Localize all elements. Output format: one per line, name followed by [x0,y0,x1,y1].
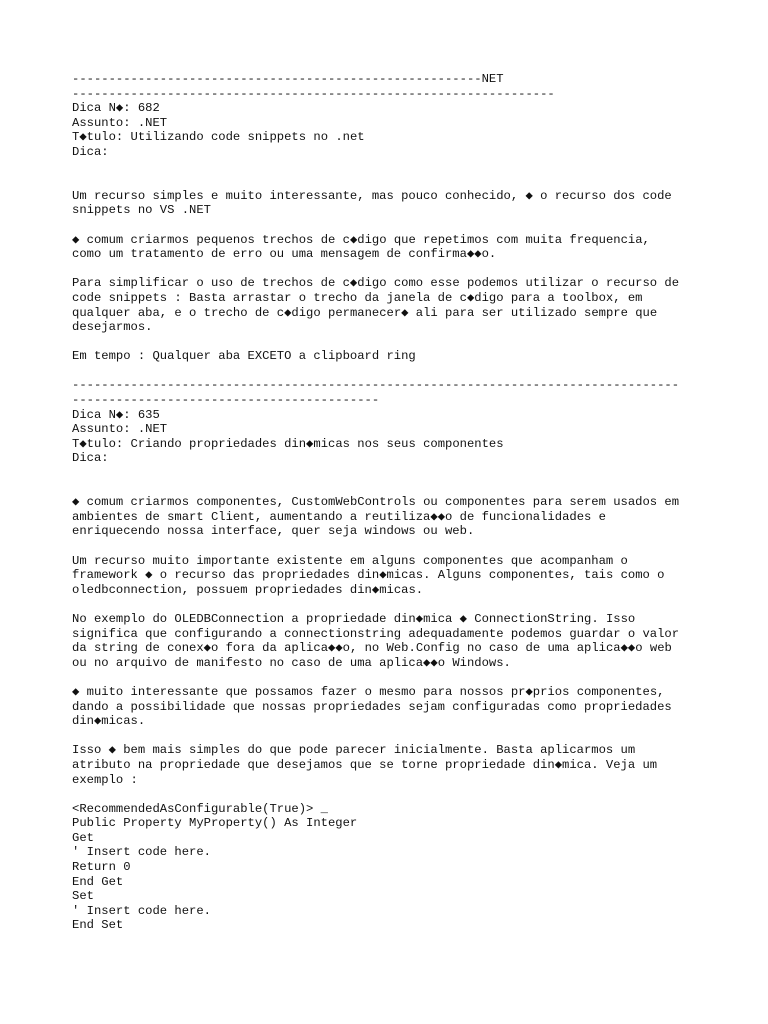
paragraph: Isso ◆ bem mais simples do que pode parecer inicialmente. Basta aplicarmos um atributo na propriedade que desejamos que se torne propriedade din◆mica. Veja um exemplo : [72,743,658,787]
paragraph: Um recurso simples e muito interessante, mas pouco conhecido, ◆ o recurso dos code snippets no VS .NET [72,188,672,218]
tip-number: Dica N◆: 635 [72,407,160,422]
code-example [72,802,708,933]
tip-number: Dica N◆: 682 [72,101,160,116]
tip-subject: Assunto: .NET [72,115,168,130]
code-line: <RecommendedAsConfigurable(True)> _ [72,801,328,816]
paragraph: Um recurso muito importante existente em alguns componentes que acompanham o framework ◆ o recurso das propriedades din◆micas. Alguns componentes, tais como o oledbconnection, possuem propriedades din◆micas. [72,553,665,597]
code-line: Return 0 [72,860,131,875]
tip-682 [72,72,708,378]
tip-title: T◆tulo: Criando propriedades din◆micas nos seus componentes [72,436,504,451]
paragraph: No exemplo do OLEDBConnection a propriedade din◆mica ◆ ConnectionString. Isso significa que configurando a connectionstring adequadamente podemos guardar o valor da string de conex◆o fora da aplica◆◆o, no Web.Config no caso de uma aplica◆◆o web ou no arquivo de manifesto no caso de uma aplica◆◆o Windows. [72,611,680,670]
tip-subject: Assunto: .NET [72,422,168,437]
paragraph: ◆ muito interessante que possamos fazer o mesmo para nossos pr◆prios componentes, dando a possibilidade que nossas propriedades sejam configuradas como propriedades din◆micas. [72,684,672,729]
code-line: End Get [72,874,124,889]
paragraph: Para simplificar o uso de trechos de c◆digo como esse podemos utilizar o recurso de code snippets : Basta arrastar o trecho da janela de c◆digo para a toolbox, em qualquer aba, e o trecho de c◆digo permanecer◆ ali para ser utilizado sempre que desejarmos. [72,276,680,335]
code-line: Set [72,889,94,904]
code-line: End Set [72,918,124,933]
separator-line: ----------------------------------------------------------------------------------- [72,378,680,393]
code-line: Public Property MyProperty() As Integer [72,816,358,831]
code-line: ' Insert code here. [72,903,211,918]
tip-label: Dica: [72,451,109,466]
code-line: Get [72,830,94,845]
separator-line: --------------------------------------------------------NET [72,72,504,86]
tip-635 [72,378,708,933]
tip-title: T◆tulo: Utilizando code snippets no .net [72,130,365,145]
separator-line: ------------------------------------------------------------------ [72,86,555,101]
separator-line: ------------------------------------------ [72,393,380,408]
paragraph: ◆ comum criarmos componentes, CustomWebControls ou componentes para serem usados em ambientes de smart Client, aumentando a reutiliza◆◆o de funcionalidades e enriquecendo nossa interface, quer seja windows ou web. [72,495,680,539]
paragraph: Em tempo : Qualquer aba EXCETO a clipboard ring [72,349,416,364]
tip-label: Dica: [72,144,109,159]
paragraph: ◆ comum criarmos pequenos trechos de c◆digo que repetimos com muita frequencia, como um tratamento de erro ou uma mensagem de confirma◆◆o. [72,232,650,262]
code-line: ' Insert code here. [72,845,211,860]
